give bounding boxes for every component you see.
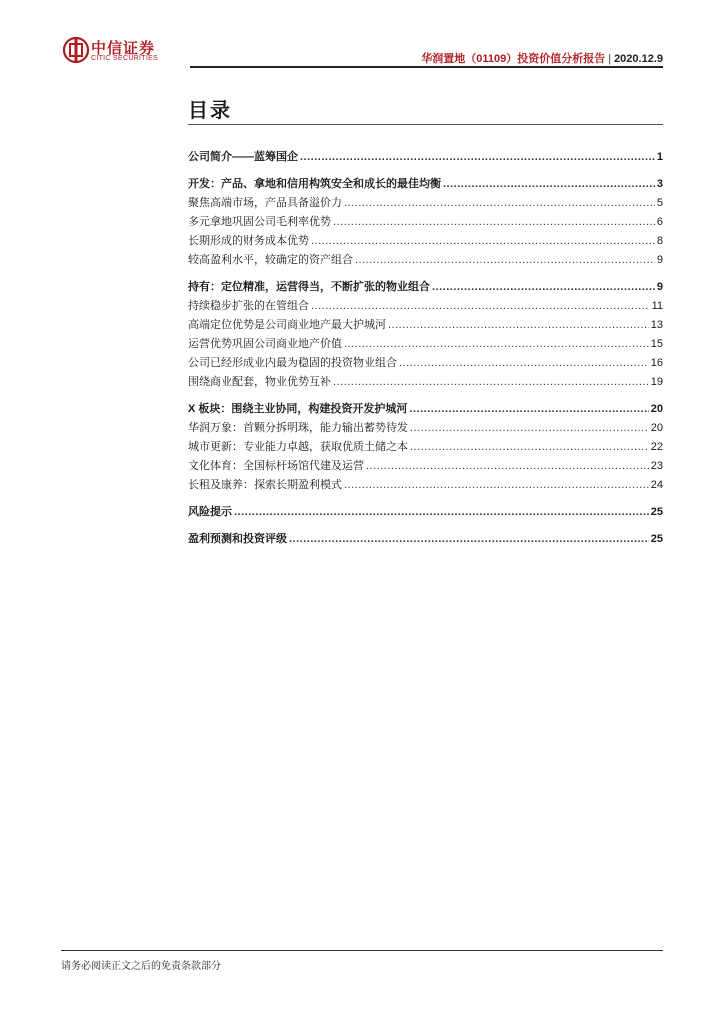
toc-dot-leader: [344, 197, 655, 209]
toc-entry-title: 持续稳步扩张的在管组合: [188, 300, 309, 312]
toc-page-number: 23: [650, 460, 663, 472]
toc-subsection-link[interactable]: [188, 297, 663, 316]
toc-title-rule: [188, 124, 663, 125]
logo-text-cn: 中信证券: [91, 40, 156, 57]
toc-entry-title: 高端定位优势是公司商业地产最大护城河: [188, 319, 386, 331]
toc-dot-leader: [333, 216, 655, 228]
toc-group-gap: [188, 495, 663, 503]
toc-entry-title: 围绕商业配套，物业优势互补: [188, 376, 331, 388]
toc-dot-leader: [344, 338, 649, 350]
footer-rule: [61, 950, 663, 951]
toc-page-number: 11: [651, 300, 663, 312]
report-header: [421, 50, 663, 66]
toc-page-number: 5: [656, 197, 663, 209]
toc-page-number: 8: [656, 235, 663, 247]
toc-dot-leader: [410, 441, 649, 453]
toc-dot-leader: [443, 178, 655, 190]
toc-dot-leader: [366, 460, 649, 472]
toc-page-number: 13: [650, 319, 663, 331]
toc-page-number: 20: [650, 422, 663, 434]
toc-entry-title: 开发：产品、拿地和信用构筑安全和成长的最佳均衡: [188, 178, 441, 190]
toc-subsection-link[interactable]: [188, 335, 663, 354]
citic-logo-icon: [63, 36, 89, 64]
toc-group-gap: [188, 167, 663, 175]
toc-subsection-link[interactable]: [188, 232, 663, 251]
toc-entry-title: 较高盈利水平，较确定的资产组合: [188, 254, 353, 266]
toc-entry-title: 长租及康养：探索长期盈利模式: [188, 479, 342, 491]
toc-dot-leader: [289, 533, 649, 545]
toc-dot-leader: [311, 235, 655, 247]
report-title: 华润置地（01109）投资价值分析报告: [421, 53, 606, 65]
toc-section-link[interactable]: [188, 400, 663, 419]
toc-page-number: 6: [656, 216, 663, 228]
toc-section-link[interactable]: [188, 530, 663, 549]
toc-page-number: 16: [650, 357, 663, 369]
logo-text-en: CITIC SECURITIES: [91, 55, 159, 62]
toc-section-link[interactable]: [188, 148, 663, 167]
toc-section-link[interactable]: [188, 278, 663, 297]
toc-subsection-link[interactable]: [188, 419, 663, 438]
toc-subsection-link[interactable]: [188, 194, 663, 213]
toc-title: 目录: [188, 100, 232, 122]
toc-page-number: 25: [650, 533, 663, 545]
toc-entry-title: 公司简介——蓝筹国企: [188, 151, 298, 163]
toc-subsection-link[interactable]: [188, 316, 663, 335]
table-of-contents: [188, 148, 663, 549]
toc-entry-title: 城市更新：专业能力卓越，获取优质土储之本: [188, 441, 408, 453]
toc-dot-leader: [333, 376, 649, 388]
toc-entry-title: 持有：定位精准，运营得当，不断扩张的物业组合: [188, 281, 430, 293]
toc-dot-leader: [388, 319, 649, 331]
toc-page-number: 9: [656, 254, 663, 266]
toc-entry-title: X 板块：围绕主业协同，构建投资开发护城河: [188, 403, 408, 415]
toc-entry-title: 文化体育：全国标杆场馆代建及运营: [188, 460, 364, 472]
header-separator: |: [608, 53, 612, 65]
toc-page-number: 9: [656, 281, 663, 293]
toc-subsection-link[interactable]: [188, 251, 663, 270]
report-date: 2020.12.9: [614, 53, 663, 65]
toc-group-gap: [188, 392, 663, 400]
toc-page-number: 20: [650, 403, 663, 415]
toc-subsection-link[interactable]: [188, 457, 663, 476]
toc-page-number: 22: [650, 441, 663, 453]
toc-entry-title: 公司已经形成业内最为稳固的投资物业组合: [188, 357, 397, 369]
toc-page-number: 1: [656, 151, 663, 163]
toc-group-gap: [188, 522, 663, 530]
toc-dot-leader: [409, 403, 648, 415]
toc-subsection-link[interactable]: [188, 354, 663, 373]
toc-dot-leader: [300, 151, 655, 163]
toc-entry-title: 多元拿地巩固公司毛利率优势: [188, 216, 331, 228]
toc-section-link[interactable]: [188, 175, 663, 194]
toc-page-number: 25: [650, 506, 663, 518]
toc-subsection-link[interactable]: [188, 213, 663, 232]
toc-dot-leader: [344, 479, 649, 491]
toc-page-number: 15: [650, 338, 663, 350]
toc-subsection-link[interactable]: [188, 373, 663, 392]
toc-dot-leader: [355, 254, 655, 266]
toc-page-number: 24: [650, 479, 663, 491]
toc-dot-leader: [432, 281, 655, 293]
toc-page-number: 3: [656, 178, 663, 190]
toc-entry-title: 华润万象：首颗分拆明珠，能力输出蓄势待发: [188, 422, 408, 434]
citic-logo: [63, 36, 173, 66]
toc-subsection-link[interactable]: [188, 438, 663, 457]
toc-dot-leader: [410, 422, 649, 434]
toc-entry-title: 聚焦高端市场，产品具备溢价力: [188, 197, 342, 209]
toc-entry-title: 运营优势巩固公司商业地产价值: [188, 338, 342, 350]
toc-dot-leader: [311, 300, 650, 312]
toc-entry-title: 长期形成的财务成本优势: [188, 235, 309, 247]
toc-dot-leader: [234, 506, 649, 518]
toc-dot-leader: [399, 357, 649, 369]
toc-subsection-link[interactable]: [188, 476, 663, 495]
header-rule: [190, 66, 663, 68]
toc-entry-title: 盈利预测和投资评级: [188, 533, 287, 545]
toc-group-gap: [188, 270, 663, 278]
toc-entry-title: 风险提示: [188, 506, 232, 518]
footer-disclaimer: 请务必阅读正文之后的免责条款部分: [61, 961, 221, 972]
toc-page-number: 19: [650, 376, 663, 388]
toc-section-link[interactable]: [188, 503, 663, 522]
